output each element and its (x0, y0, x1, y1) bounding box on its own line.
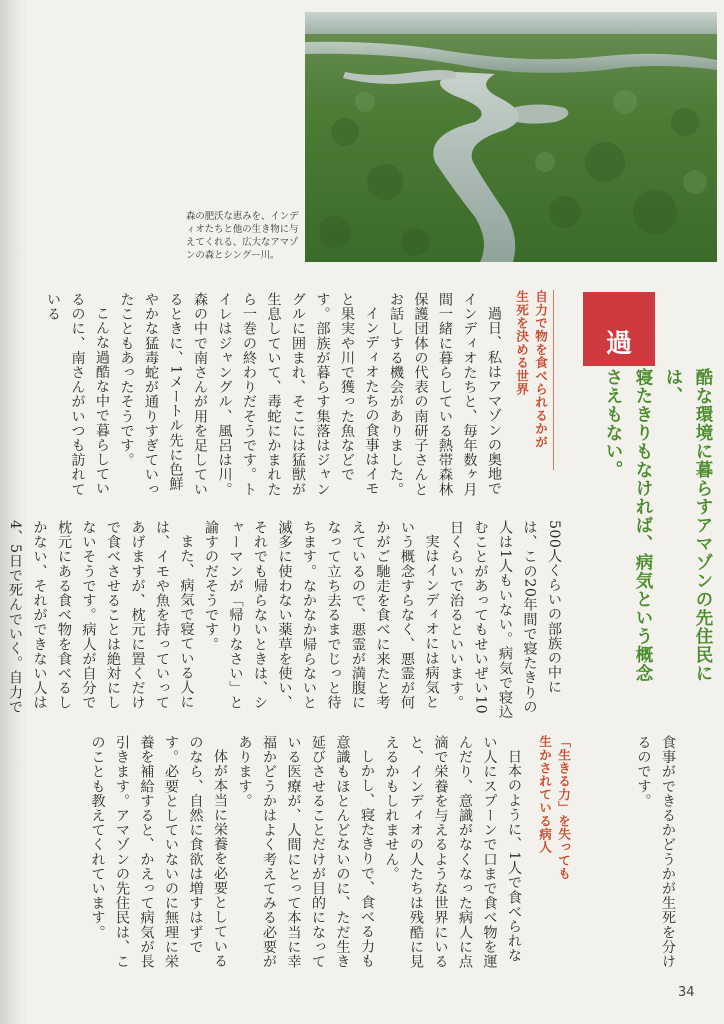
subheading-living-line-2: 生かされている病人 (537, 735, 552, 854)
subheading-survival-line-2: 生死を決める世界 (514, 290, 529, 396)
page-binding-shadow (0, 0, 28, 1024)
subheading-survival (512, 290, 550, 460)
headline-line-2: 寝たきりもなければ、病気という概念さえもない。 (603, 368, 653, 683)
body-block-upper-left (45, 292, 506, 504)
subheading-survival-line-1: 自力で物を食べられるかが (533, 290, 548, 449)
paragraph: 食事ができるかどうかが生死を分けるのです。 (635, 735, 676, 969)
paragraph: 過日、私はアマゾンの奥地でインディオたちと、毎年数ヶ月間一緒に暮らしている熱帯森林保護団体の代表の南研子さんとお話しする機会がありました。 (388, 292, 502, 497)
paragraph: しかし、寝たきりで、食べる力も意識もほとんどないのに、ただ生き延びさせることだけが目的になっている医療が、人間にとって本当に幸福かどうかはよく考えてみる必要があります。 (236, 735, 375, 969)
paragraph: また、病気で寝ている人には、イモや魚を持っていってあげますが、枕元に置くだけで食べさせることは絶対にしないそうです。病人が自分で枕元にある食べ物を食べるしかない、それができない人は4、5日で死んでいく。自力で (7, 520, 195, 715)
title-initial-box (583, 292, 655, 366)
subheading-rule (553, 290, 554, 470)
photo-caption: 森の肥沃な恵みを、インディオたちと他の生き物に与えてくれる、広大なアマゾンの森とシングー川。 (186, 211, 299, 261)
paragraph: 日本のように、1人で食べられない人にスプーンで口まで食べ物を運んだり、意識がなくなった病人に点滴で栄養を与えるような世界にいると、インディオの人たちは残酷に見えるかもしれません。 (383, 735, 522, 969)
paragraph: 体が本当に栄養を必要としているのなら、自然に食欲は増すはずです。必要としていないのに無理に栄養を補給すると、かえって病気が長引きます。アマゾンの先住民は、このことも教えてくれています。 (89, 735, 228, 969)
subheading-living (535, 735, 573, 935)
page-number: 34 (678, 985, 695, 1000)
title-initial: 過 (605, 329, 632, 359)
paragraph: インディオたちの食事はイモと果実や川で獲った魚などです。部族が暮らす集落はジャングルに囲まれ、そこには猛獣が生息していて、毒蛇にかまれたら一巻の終わりだそうです。トイレはジャングル、風呂は川。森の中で南さんが用を足しているときに、1メートル先に色鮮やかな猛毒蛇が通りすぎていったこともあったそうです。 (118, 292, 380, 497)
body-block-middle (7, 520, 566, 720)
paragraph: 500人くらいの部族の中には、この20年間で寝たきりの人は1人もいない。病気で寝込むことがあってもせいぜい10日くらいで治るといいます。 (448, 520, 562, 720)
headline (598, 368, 718, 688)
paragraph: 実はインディオには病気という概念すらなく、悪霊が何かがご馳走を食べに来たと考えているので、悪霊が満腹になって立ち去るまでじっと待ちます。なかなか帰らないと滅多に使わない薬草を使い、それでも帰らないときは、シャーマンが「帰りなさい」と諭すのだそうです。 (203, 520, 440, 710)
subheading-living-line-1: 「生きる力」を失っても (556, 735, 571, 881)
headline-line-1: 酷な環境に暮らすアマゾンの先住民には、 (663, 368, 713, 683)
paragraph: こんな過酷な中で暮らしているのに、南さんがいつも訪れている (45, 292, 110, 497)
amazon-river-photo (305, 12, 717, 262)
body-block-lower (76, 735, 526, 970)
